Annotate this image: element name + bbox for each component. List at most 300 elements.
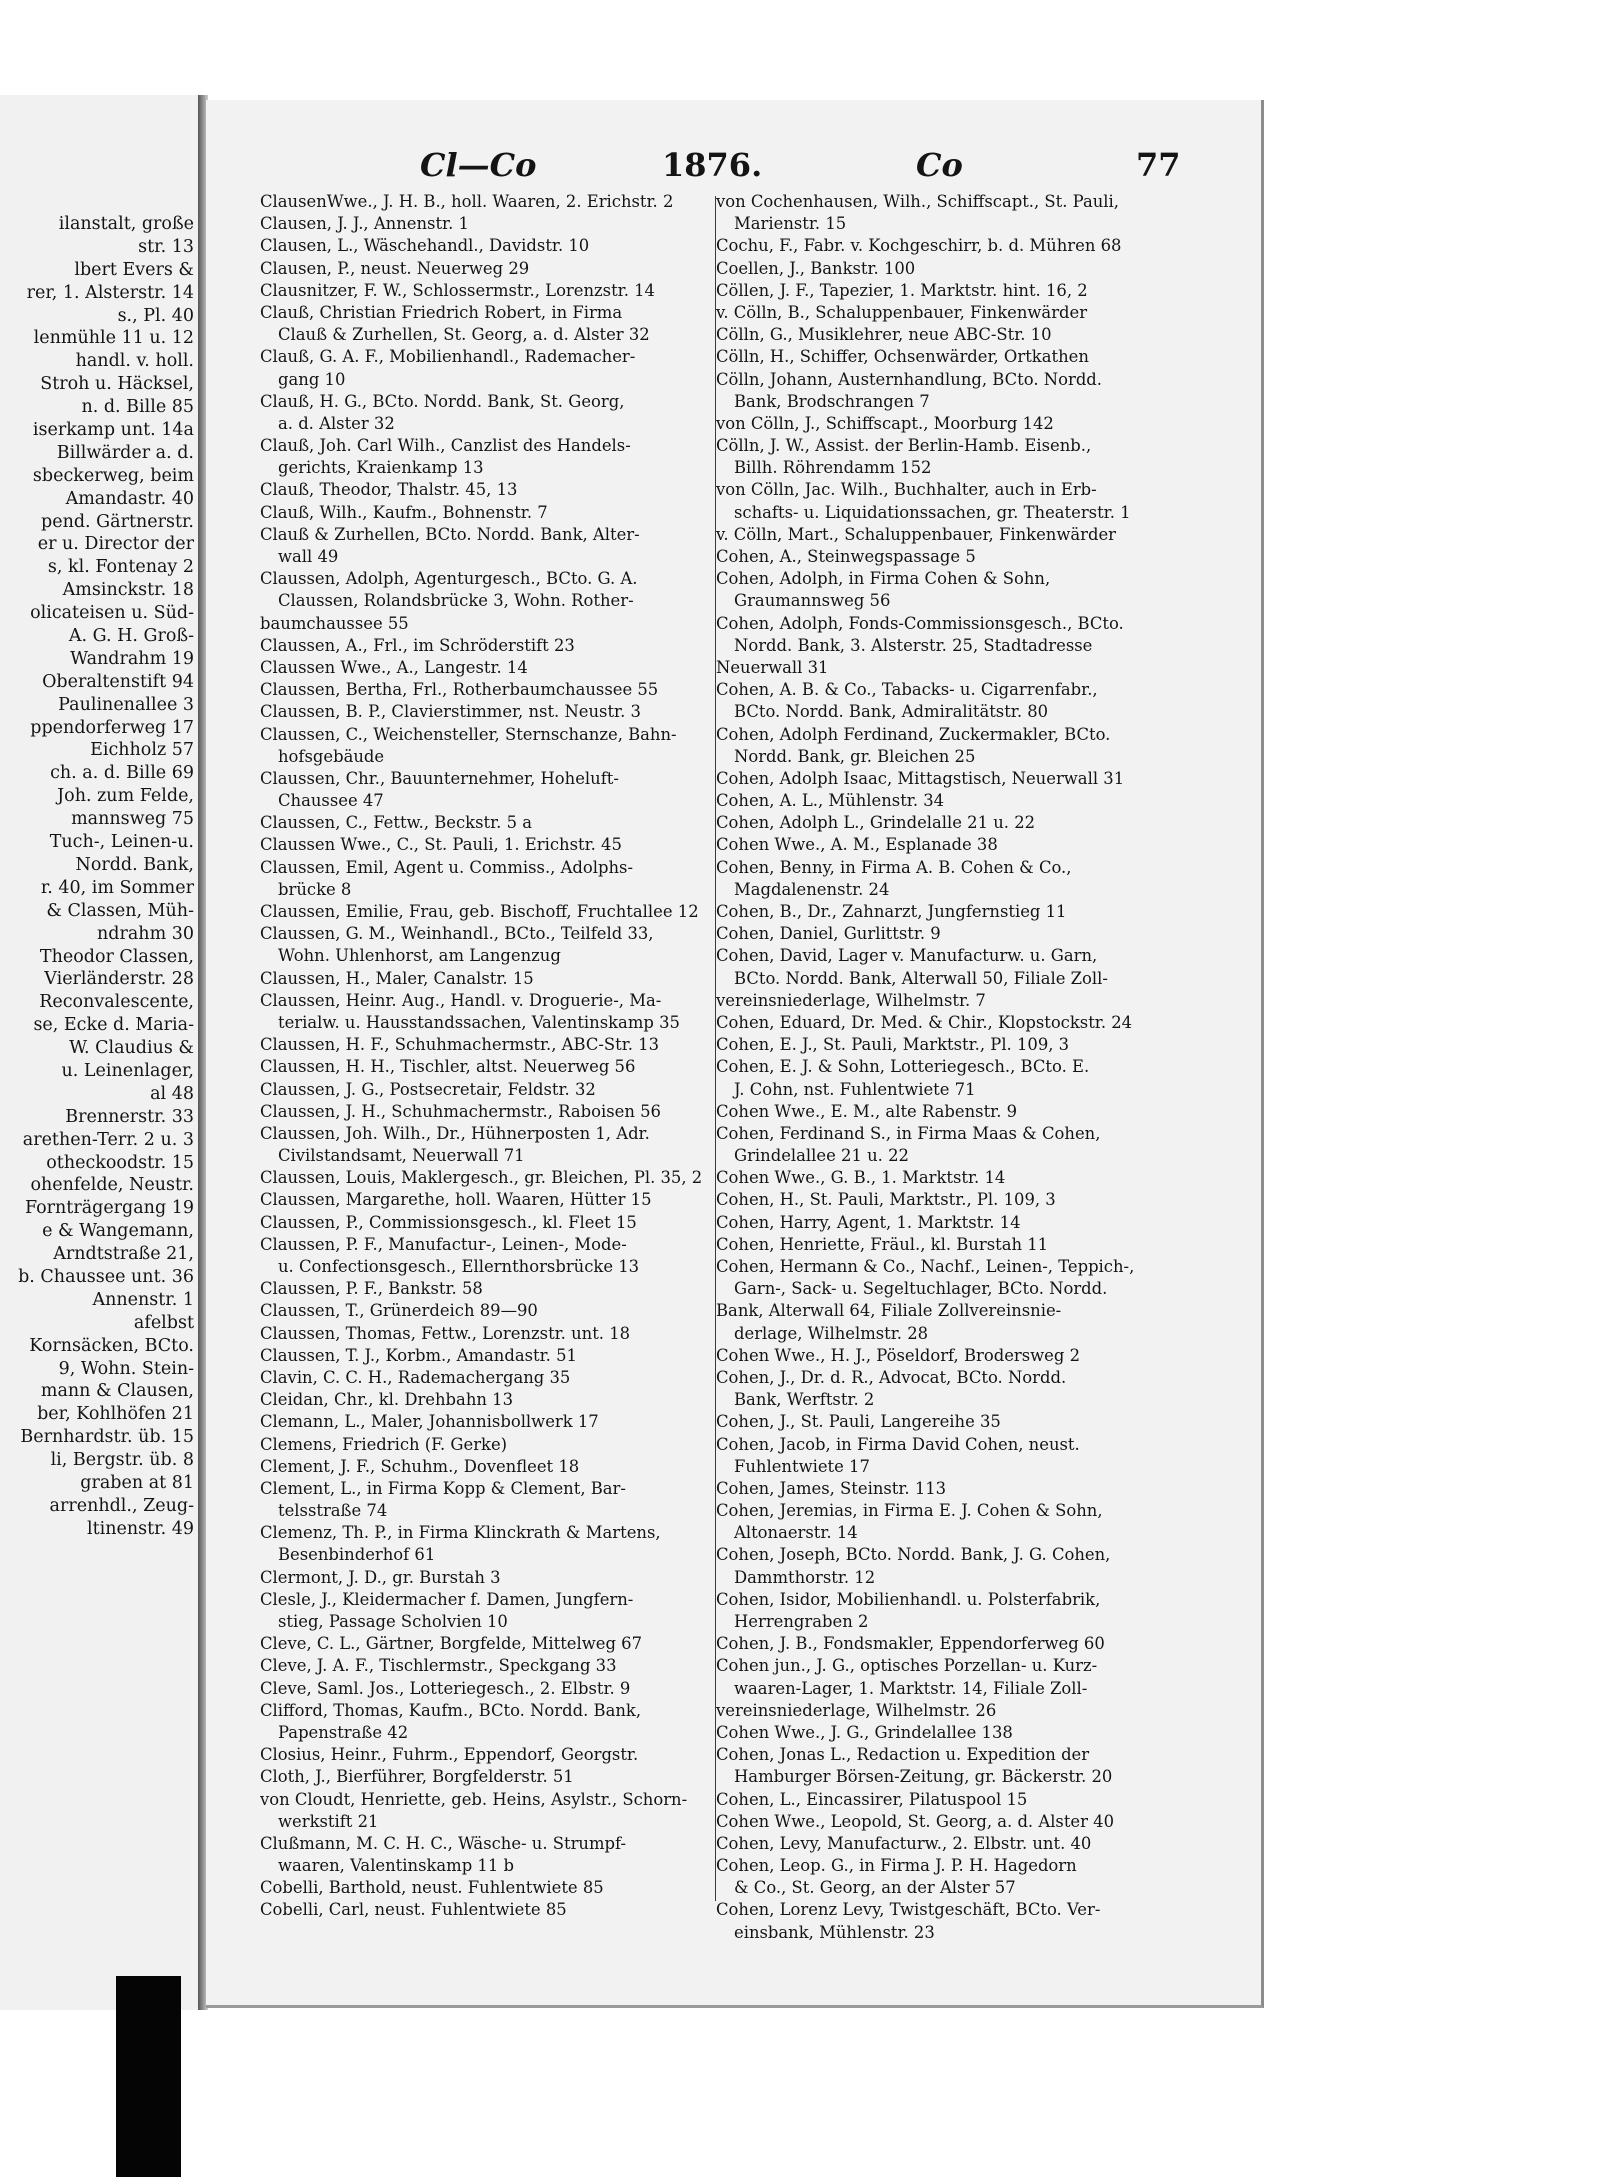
directory-entry <box>716 1655 1161 1699</box>
entry-continuation: werkstift 21 <box>278 1811 379 1831</box>
entry-line: vereinsniederlage, Wilhelmstr. 26 <box>716 1700 997 1720</box>
fragment-line: rer, 1. Alsterstr. 14 <box>26 282 194 303</box>
directory-entry <box>716 1012 1161 1034</box>
entry-line: Clausen, L., Wäschehandl., Davidstr. 10 <box>260 236 590 256</box>
entry-continuation: Graumannsweg 56 <box>734 591 891 611</box>
entry-line: Clauß, Joh. Carl Wilh., Canzlist des Handels- <box>260 436 631 456</box>
directory-entry <box>716 1101 1161 1123</box>
entry-line: Claussen, H. H., Tischler, altst. Neuerweg 56 <box>260 1057 636 1077</box>
entry-line: Cölln, H., Schiffer, Ochsenwärder, Ortkathen <box>716 347 1089 367</box>
entry-continuation: gang 10 <box>278 369 346 389</box>
entry-line: Coellen, J., Bankstr. 100 <box>716 258 916 278</box>
entry-continuation: derlage, Wilhelmstr. 28 <box>734 1323 929 1343</box>
fragment-line: al 48 <box>150 1083 194 1104</box>
right-column <box>716 191 1161 1944</box>
entry-line: v. Cölln, Mart., Schaluppenbauer, Finkenwärder <box>716 524 1116 544</box>
header-letters: Co <box>916 146 963 184</box>
directory-entry <box>260 1522 705 1566</box>
fragment-line: Annenstr. 1 <box>92 1289 194 1310</box>
directory-entry <box>260 191 705 213</box>
directory-entry <box>716 1123 1161 1167</box>
entry-continuation: Magdalenenstr. 24 <box>734 879 890 899</box>
directory-entry <box>260 1877 705 1899</box>
fragment-line: Stroh u. Häcksel, <box>40 374 194 395</box>
entry-line: Claussen, G. M., Weinhandl., BCto., Teilfeld 33, <box>260 924 654 944</box>
directory-entry <box>260 1633 705 1655</box>
entry-line: Cohen Wwe., G. B., 1. Marktstr. 14 <box>716 1168 1006 1188</box>
directory-entry <box>260 1456 705 1478</box>
left-page-text <box>18 213 194 1541</box>
entry-line: Cohen, Adolph, in Firma Cohen & Sohn, <box>716 569 1051 589</box>
entry-continuation: stieg, Passage Scholvien 10 <box>278 1612 508 1631</box>
directory-entry <box>716 923 1161 945</box>
binding-strip <box>116 1976 181 2177</box>
entry-line: Cohen, Adolph Isaac, Mittagstisch, Neuerwall 31 <box>716 768 1125 788</box>
directory-entry <box>716 1722 1161 1744</box>
entry-line: Claussen Wwe., C., St. Pauli, 1. Erichstr. 45 <box>260 835 622 855</box>
directory-entry <box>716 1544 1161 1588</box>
fragment-line: ber, Kohlhöfen 21 <box>37 1404 194 1425</box>
directory-entry <box>716 479 1161 523</box>
entry-line: Claussen, Chr., Bauunternehmer, Hoheluft- <box>260 768 619 788</box>
entry-line: Cleve, J. A. F., Tischlermstr., Speckgang 33 <box>260 1656 617 1676</box>
directory-entry <box>716 768 1161 790</box>
header-range: Cl—Co <box>420 146 537 184</box>
directory-entry <box>716 657 1161 679</box>
entry-line: Cölln, J. W., Assist. der Berlin-Hamb. Eisenb., <box>716 436 1092 456</box>
page-header <box>206 146 1261 186</box>
directory-entry <box>260 968 705 990</box>
directory-entry <box>716 435 1161 479</box>
directory-entry <box>260 479 705 501</box>
fragment-line: afelbst <box>133 1312 194 1333</box>
directory-entry <box>260 1123 705 1167</box>
entry-line: Claussen, C., Weichensteller, Sternschanze, Bahn- <box>260 724 677 744</box>
directory-entry <box>716 1589 1161 1633</box>
directory-entry <box>260 1833 705 1877</box>
fragment-line: Brennerstr. 33 <box>65 1106 194 1127</box>
directory-entry <box>716 1056 1161 1100</box>
fragment-line: u. Leinenlager, <box>61 1060 194 1081</box>
fragment-line: 9, Wohn. Stein- <box>58 1358 194 1379</box>
entry-line: Cohen Wwe., H. J., Pöseldorf, Brodersweg 2 <box>716 1345 1081 1365</box>
fragment-line: handl. v. holl. <box>75 351 194 372</box>
entry-line: Cohen, Adolph, Fonds-Commissionsgesch., BCto. <box>716 613 1124 633</box>
entry-line: Clermont, J. D., gr. Burstah 3 <box>260 1567 501 1587</box>
fragment-line: li, Bergstr. üb. 8 <box>50 1450 194 1471</box>
entry-line: Cohen Wwe., Leopold, St. Georg, a. d. Alster 40 <box>716 1811 1115 1831</box>
entry-continuation: Nordd. Bank, gr. Bleichen 25 <box>734 746 976 766</box>
entry-line: Claussen, Joh. Wilh., Dr., Hühnerposten 1, Adr. <box>260 1123 650 1143</box>
directory-entry <box>716 1700 1161 1722</box>
directory-entry <box>260 1056 705 1078</box>
entry-line: Cölln, G., Musiklehrer, neue ABC-Str. 10 <box>716 325 1052 345</box>
entry-line: Cohen, Harry, Agent, 1. Marktstr. 14 <box>716 1212 1021 1232</box>
entry-line: Cohen, L., Eincassirer, Pilatuspool 15 <box>716 1789 1028 1809</box>
directory-entry <box>716 235 1161 257</box>
entry-continuation: Chaussee 47 <box>278 791 384 811</box>
entry-continuation: waaren-Lager, 1. Marktstr. 14, Filiale Zoll- <box>734 1678 1088 1698</box>
entry-line: Cohen, Adolph L., Grindelalle 21 u. 22 <box>716 813 1036 833</box>
entry-line: Cohen, Jeremias, in Firma E. J. Cohen & Sohn, <box>716 1501 1103 1521</box>
entry-line: Cohen, Ferdinand S., in Firma Maas & Cohen, <box>716 1123 1101 1143</box>
entry-line: Claussen, Bertha, Frl., Rotherbaumchaussee 55 <box>260 680 659 700</box>
directory-entry <box>260 923 705 967</box>
directory-entry <box>260 1367 705 1389</box>
entry-line: Cobelli, Barthold, neust. Fuhlentwiete 85 <box>260 1878 604 1898</box>
entry-line: Cleidan, Chr., kl. Drehbahn 13 <box>260 1390 513 1410</box>
directory-entry <box>716 1167 1161 1189</box>
directory-entry <box>260 1478 705 1522</box>
entry-line: Clausen, P., neust. Neuerweg 29 <box>260 258 530 278</box>
fragment-line: mannsweg 75 <box>71 809 194 830</box>
directory-entry <box>260 1744 705 1766</box>
fragment-line: er u. Director der <box>37 534 194 555</box>
directory-entry <box>260 502 705 524</box>
entry-continuation: Garn-, Sack- u. Segeltuchlager, BCto. Nordd. <box>734 1279 1108 1299</box>
directory-entry <box>716 1212 1161 1234</box>
fragment-line: ohenfelde, Neustr. <box>30 1175 194 1196</box>
entry-continuation: BCto. Nordd. Bank, Admiralitätstr. 80 <box>734 702 1049 722</box>
entry-line: Cohen, Levy, Manufacturw., 2. Elbstr. unt. 40 <box>716 1833 1092 1853</box>
fragment-line: mann & Clausen, <box>40 1381 194 1402</box>
directory-entry <box>716 790 1161 812</box>
fragment-line: r. 40, im Sommer <box>40 877 194 898</box>
directory-entry <box>716 1411 1161 1433</box>
directory-entry <box>716 1744 1161 1788</box>
fragment-line: iserkamp unt. 14a <box>32 420 194 441</box>
fragment-line: Paulinenallee 3 <box>58 694 194 715</box>
directory-entry <box>260 280 705 302</box>
entry-line: Claussen, T. J., Korbm., Amandastr. 51 <box>260 1345 577 1365</box>
fragment-line: Nordd. Bank, <box>75 854 194 875</box>
entry-line: Cohen, Eduard, Dr. Med. & Chir., Klopstockstr. 24 <box>716 1012 1133 1032</box>
directory-entry <box>716 1899 1161 1943</box>
directory-entry <box>260 990 705 1034</box>
entry-continuation: BCto. Nordd. Bank, Alterwall 50, Filiale Zoll- <box>734 968 1108 988</box>
directory-entry <box>260 613 705 635</box>
directory-entry <box>260 346 705 390</box>
directory-entry <box>716 1345 1161 1367</box>
directory-entry <box>260 1589 705 1633</box>
fragment-line: Tuch-, Leinen-u. <box>49 832 194 853</box>
fragment-line: s., Pl. 40 <box>117 305 194 326</box>
directory-entry <box>716 613 1161 657</box>
directory-entry <box>260 213 705 235</box>
fragment-line: Bernhardstr. üb. 15 <box>20 1427 194 1448</box>
directory-entry <box>260 1389 705 1411</box>
fragment-line: & Classen, Müh- <box>46 900 194 921</box>
directory-entry <box>260 657 705 679</box>
entry-line: Claussen, Heinr. Aug., Handl. v. Droguerie-, Ma- <box>260 990 662 1010</box>
entry-line: von Cölln, J., Schiffscapt., Moorburg 142 <box>716 413 1054 433</box>
entry-line: Cohen, Benny, in Firma A. B. Cohen & Co., <box>716 857 1072 877</box>
directory-entry <box>260 768 705 812</box>
entry-continuation: Herrengraben 2 <box>734 1612 869 1631</box>
directory-entry <box>716 1500 1161 1544</box>
entry-line: Clausnitzer, F. W., Schlossermstr., Lorenzstr. 14 <box>260 280 655 300</box>
entry-continuation: terialw. u. Hausstandssachen, Valentinskamp 35 <box>278 1012 680 1032</box>
fragment-line: s, kl. Fontenay 2 <box>47 557 194 578</box>
entry-line: Cohen, H., St. Pauli, Marktstr., Pl. 109, 3 <box>716 1190 1056 1210</box>
fragment-line: Theodor Classen, <box>39 946 194 967</box>
entry-line: Cohen, Lorenz Levy, Twistgeschäft, BCto. Ver- <box>716 1900 1101 1920</box>
entry-line: Cohen, Joseph, BCto. Nordd. Bank, J. G. Cohen, <box>716 1545 1111 1565</box>
left-column <box>260 191 705 1922</box>
entry-line: Cloth, J., Bierführer, Borgfelderstr. 51 <box>260 1767 574 1787</box>
entry-continuation: Clauß & Zurhellen, St. Georg, a. d. Alster 32 <box>278 325 650 345</box>
directory-entry <box>716 1256 1161 1300</box>
entry-line: Cohen jun., J. G., optisches Porzellan- u. Kurz- <box>716 1656 1098 1676</box>
directory-entry <box>260 834 705 856</box>
entry-line: Claussen, Louis, Maklergesch., gr. Bleichen, Pl. 35, 2 <box>260 1168 703 1188</box>
directory-entry <box>260 901 705 923</box>
fragment-line: Billwärder a. d. <box>56 442 194 463</box>
entry-line: Clifford, Thomas, Kaufm., BCto. Nordd. Bank, <box>260 1700 642 1720</box>
entry-line: Cohen Wwe., E. M., alte Rabenstr. 9 <box>716 1101 1018 1121</box>
directory-entry <box>716 546 1161 568</box>
entry-continuation: J. Cohn, nst. Fuhlentwiete 71 <box>734 1079 976 1099</box>
directory-entry <box>260 258 705 280</box>
fragment-line: n. d. Bille 85 <box>81 397 194 418</box>
entry-continuation: einsbank, Mühlenstr. 23 <box>734 1922 935 1942</box>
entry-continuation: Hamburger Börsen-Zeitung, gr. Bäckerstr. 20 <box>734 1767 1113 1787</box>
fragment-line: e & Wangemann, <box>42 1221 194 1242</box>
entry-continuation: telsstraße 74 <box>278 1501 388 1521</box>
directory-entry <box>260 1323 705 1345</box>
entry-line: Cohen, Jacob, in Firma David Cohen, neust. <box>716 1434 1080 1454</box>
directory-entry <box>716 1234 1161 1256</box>
fragment-line: b. Chaussee unt. 36 <box>18 1266 194 1287</box>
directory-entry <box>716 1189 1161 1211</box>
directory-entry <box>716 990 1161 1012</box>
fragment-line: ndrahm 30 <box>97 923 194 944</box>
entry-line: Claussen, J. G., Postsecretair, Feldstr. 32 <box>260 1079 596 1099</box>
fragment-line: Vierländerstr. 28 <box>44 969 194 990</box>
directory-entry <box>260 724 705 768</box>
directory-entry <box>260 391 705 435</box>
directory-entry <box>716 1811 1161 1833</box>
entry-line: Claussen Wwe., A., Langestr. 14 <box>260 657 528 677</box>
directory-entry <box>260 1300 705 1322</box>
directory-entry <box>260 1234 705 1278</box>
entry-line: Cohen, A. L., Mühlenstr. 34 <box>716 791 945 811</box>
directory-entry <box>716 724 1161 768</box>
entry-line: Cöllen, J. F., Tapezier, 1. Marktstr. hint. 16, 2 <box>716 280 1088 300</box>
fragment-line: ppendorferweg 17 <box>30 717 194 738</box>
fragment-line: Joh. zum Felde, <box>57 786 194 807</box>
entry-line: Clemens, Friedrich (F. Gerke) <box>260 1434 508 1454</box>
entry-line: Cohen Wwe., A. M., Esplanade 38 <box>716 835 998 855</box>
entry-line: Clußmann, M. C. H. C., Wäsche- u. Strumpf- <box>260 1833 627 1853</box>
directory-entry <box>260 524 705 568</box>
directory-entry <box>260 302 705 346</box>
directory-entry <box>260 1345 705 1367</box>
fragment-line: lenmühle 11 u. 12 <box>33 328 194 349</box>
directory-entry <box>260 1278 705 1300</box>
fragment-line: Oberaltenstift 94 <box>42 671 194 692</box>
entry-line: Cohen, James, Steinstr. 113 <box>716 1478 947 1498</box>
entry-continuation: Civilstandsamt, Neuerwall 71 <box>278 1146 525 1166</box>
entry-line: Claussen, T., Grünerdeich 89—90 <box>260 1301 538 1321</box>
entry-continuation: Wohn. Uhlenhorst, am Langenzug <box>278 946 561 966</box>
entry-line: vereinsniederlage, Wilhelmstr. 7 <box>716 990 986 1010</box>
directory-entry <box>716 413 1161 435</box>
entry-line: Bank, Alterwall 64, Filiale Zollvereinsnie- <box>716 1301 1062 1321</box>
entry-line: Clauß, Wilh., Kaufm., Bohnenstr. 7 <box>260 502 548 522</box>
entry-continuation: a. d. Alster 32 <box>278 413 395 433</box>
entry-continuation: schafts- u. Liquidationssachen, gr. Theaterstr. 1 <box>734 502 1131 522</box>
fragment-line: ltinenstr. 49 <box>87 1518 194 1539</box>
fragment-line: str. 13 <box>138 236 194 257</box>
entry-line: von Cölln, Jac. Wilh., Buchhalter, auch in Erb- <box>716 480 1097 500</box>
directory-entry <box>260 635 705 657</box>
entry-line: Clauß, Christian Friedrich Robert, in Firma <box>260 302 623 322</box>
entry-line: Claussen, Thomas, Fettw., Lorenzstr. unt. 18 <box>260 1323 631 1343</box>
fragment-line: Fornträgergang 19 <box>24 1198 194 1219</box>
entry-line: Clauß, H. G., BCto. Nordd. Bank, St. Georg, <box>260 391 625 411</box>
directory-entry <box>260 1167 705 1189</box>
directory-entry <box>716 1367 1161 1411</box>
entry-continuation: Bank, Brodschrangen 7 <box>734 391 930 411</box>
entry-continuation: Fuhlentwiete 17 <box>734 1456 870 1476</box>
directory-entry <box>260 1899 705 1921</box>
directory-entry <box>716 369 1161 413</box>
fragment-line: Amsinckstr. 18 <box>62 580 194 601</box>
entry-line: Cohen, E. J., St. Pauli, Marktstr., Pl. 109, 3 <box>716 1035 1070 1055</box>
entry-line: Neuerwall 31 <box>716 657 829 677</box>
directory-entry <box>716 191 1161 235</box>
entry-continuation: waaren, Valentinskamp 11 b <box>278 1856 514 1876</box>
entry-line: von Cloudt, Henriette, geb. Heins, Asylstr., Schorn- <box>260 1789 688 1809</box>
fragment-line: otheckoodstr. 15 <box>46 1152 194 1173</box>
fragment-line: ch. a. d. Bille 69 <box>50 763 194 784</box>
fragment-line: ilanstalt, große <box>58 214 194 234</box>
entry-continuation: Bank, Werftstr. 2 <box>734 1390 875 1410</box>
entry-line: Claussen, P., Commissionsgesch., kl. Fleet 15 <box>260 1212 637 1232</box>
directory-entry <box>260 435 705 479</box>
directory-entry <box>716 1434 1161 1478</box>
directory-entry <box>716 812 1161 834</box>
entry-continuation: Altonaerstr. 14 <box>734 1523 858 1543</box>
fragment-line: Eichholz 57 <box>90 740 194 761</box>
entry-line: Claussen, C., Fettw., Beckstr. 5 a <box>260 813 532 833</box>
directory-entry <box>260 1678 705 1700</box>
entry-line: Clauß, Theodor, Thalstr. 45, 13 <box>260 480 518 500</box>
directory-entry <box>716 524 1161 546</box>
entry-line: Cobelli, Carl, neust. Fuhlentwiete 85 <box>260 1900 567 1920</box>
directory-entry <box>260 1034 705 1056</box>
fragment-line: olicateisen u. Süd- <box>30 603 194 624</box>
directory-entry <box>716 945 1161 989</box>
directory-entry <box>260 568 705 612</box>
entry-line: Cohen, Jonas L., Redaction u. Expedition der <box>716 1745 1090 1765</box>
directory-entry <box>716 1300 1161 1344</box>
entry-line: Claussen, Emilie, Frau, geb. Bischoff, Fruchtallee 12 <box>260 902 699 921</box>
fragment-line: A. G. H. Groß- <box>68 626 194 647</box>
directory-entry <box>260 701 705 723</box>
directory-entry <box>260 679 705 701</box>
directory-entry <box>260 1212 705 1234</box>
entry-continuation: Dammthorstr. 12 <box>734 1567 876 1587</box>
directory-entry <box>260 1766 705 1788</box>
entry-continuation: & Co., St. Georg, an der Alster 57 <box>734 1878 1016 1898</box>
entry-continuation: Papenstraße 42 <box>278 1722 409 1742</box>
entry-continuation: Marienstr. 15 <box>734 214 847 234</box>
entry-line: Claussen, B. P., Clavierstimmer, nst. Neustr. 3 <box>260 702 641 722</box>
entry-line: Cohen, Hermann & Co., Nachf., Leinen-, Teppich-, <box>716 1257 1135 1276</box>
entry-line: Claussen, A., Frl., im Schröderstift 23 <box>260 635 575 655</box>
entry-continuation: gerichts, Kraienkamp 13 <box>278 458 484 478</box>
entry-line: Clemann, L., Maler, Johannisbollwerk 17 <box>260 1412 599 1432</box>
header-year: 1876. <box>662 146 763 184</box>
entry-line: Claussen, P. F., Bankstr. 58 <box>260 1279 483 1299</box>
directory-entry <box>260 235 705 257</box>
directory-entry <box>260 857 705 901</box>
fragment-line: pend. Gärtnerstr. <box>41 511 194 532</box>
entry-line: Cölln, Johann, Austernhandlung, BCto. Nordd. <box>716 369 1103 389</box>
directory-entry <box>716 1633 1161 1655</box>
fragment-line: W. Claudius & <box>69 1038 194 1059</box>
entry-line: Cohen, Daniel, Gurlittstr. 9 <box>716 924 941 944</box>
entry-line: Claussen, H., Maler, Canalstr. 15 <box>260 968 534 988</box>
directory-entry <box>716 901 1161 923</box>
fragment-line: lbert Evers & <box>74 259 194 280</box>
entry-line: Clauß, G. A. F., Mobilienhandl., Rademacher- <box>260 347 636 367</box>
fragment-line: arrenhdl., Zeug- <box>49 1495 194 1516</box>
directory-entry <box>260 1434 705 1456</box>
entry-line: Claussen, Margarethe, holl. Waaren, Hütter 15 <box>260 1190 652 1210</box>
entry-line: Cochu, F., Fabr. v. Kochgeschirr, b. d. Mühren 68 <box>716 236 1122 256</box>
fragment-line: Arndtstraße 21, <box>53 1244 194 1265</box>
left-page-fragment <box>0 95 202 2010</box>
entry-line: Cohen, A. B. & Co., Tabacks- u. Cigarrenfabr., <box>716 680 1098 700</box>
entry-continuation: wall 49 <box>278 547 339 566</box>
fragment-line: arethen-Terr. 2 u. 3 <box>22 1129 194 1150</box>
directory-entry <box>716 1833 1161 1855</box>
entry-continuation: Billh. Röhrendamm 152 <box>734 458 932 478</box>
entry-line: Claussen, P. F., Manufactur-, Leinen-, Mode- <box>260 1234 627 1254</box>
entry-line: Claussen, Emil, Agent u. Commiss., Adolphs- <box>260 857 634 877</box>
entry-line: Clement, L., in Firma Kopp & Clement, Bar- <box>260 1478 626 1498</box>
directory-entry <box>716 280 1161 302</box>
entry-line: Cleve, C. L., Gärtner, Borgfelde, Mittelweg 67 <box>260 1634 643 1654</box>
directory-page <box>206 100 1264 2008</box>
entry-continuation: Grindelallee 21 u. 22 <box>734 1146 909 1166</box>
entry-line: Cohen, E. J. & Sohn, Lotteriegesch., BCto. E. <box>716 1057 1090 1077</box>
directory-entry <box>716 834 1161 856</box>
entry-continuation: u. Confectionsgesch., Ellernthorsbrücke 13 <box>278 1257 640 1276</box>
entry-line: Clement, J. F., Schuhm., Dovenfleet 18 <box>260 1456 580 1476</box>
entry-continuation: Besenbinderhof 61 <box>278 1545 436 1565</box>
directory-entry <box>260 1101 705 1123</box>
entry-line: Cohen, Leop. G., in Firma J. P. H. Hagedorn <box>716 1856 1077 1876</box>
entry-line: Claussen, Adolph, Agenturgesch., BCto. G. A. <box>260 569 638 589</box>
fragment-line: Amandastr. 40 <box>65 488 194 509</box>
directory-entry <box>716 324 1161 346</box>
entry-continuation: brücke 8 <box>278 879 352 899</box>
directory-entry <box>716 258 1161 280</box>
directory-entry <box>716 346 1161 368</box>
entry-line: Cohen, B., Dr., Zahnarzt, Jungfernstieg 11 <box>716 902 1067 921</box>
entry-line: ClausenWwe., J. H. B., holl. Waaren, 2. Erichstr. 2 <box>260 192 674 211</box>
fragment-line: sbeckerweg, beim <box>32 465 194 486</box>
entry-continuation: Claussen, Rolandsbrücke 3, Wohn. Rother- <box>278 591 634 611</box>
directory-entry <box>716 857 1161 901</box>
directory-entry <box>716 568 1161 612</box>
directory-entry <box>260 1655 705 1677</box>
entry-continuation: Nordd. Bank, 3. Alsterstr. 25, Stadtadresse <box>734 635 1093 655</box>
